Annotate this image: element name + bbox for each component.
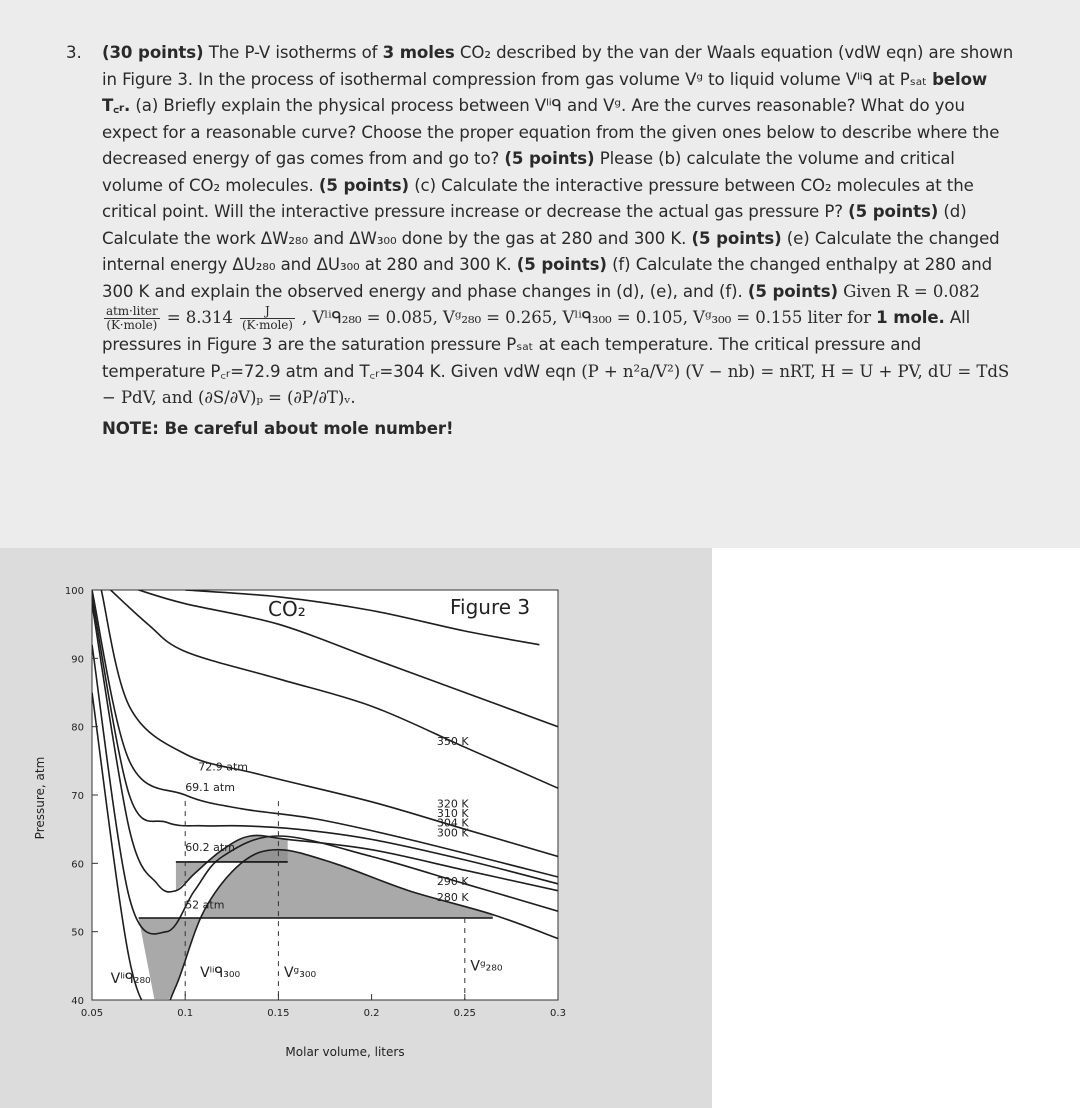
one-mole: 1 mole. — [876, 308, 945, 327]
y-tick-label: 60 — [71, 859, 84, 871]
given-r: Given R = 0.082 — [843, 281, 980, 301]
part-e: (e) Calculate the changed internal energy ΔU₂₈₀ and ΔU₃₀₀ at 280 and 300 K. — [102, 228, 1000, 274]
saturation-text: All pressures in Figure 3 are the saturation pressure Pₛₐₜ at each temperature. The critical pressure and temperature P꜀ᵣ=72.9 atm and T꜀ᵣ=304 K. Given vdW eqn — [102, 308, 971, 381]
points-c: (5 points) — [848, 202, 939, 221]
points-b: (5 points) — [318, 175, 409, 195]
note: NOTE: Be careful about mole number! — [102, 418, 454, 438]
points-f: (5 points) — [747, 281, 838, 301]
label-v-g-300: Vᵍ₃₀₀ — [283, 964, 317, 981]
intro: The P-V isotherms of — [208, 43, 378, 62]
r-joules: = 8.314 — [166, 308, 233, 327]
label-72-9-atm: 72.9 atm — [198, 760, 249, 774]
problem-section — [0, 0, 1080, 548]
label-304-k: 304 K — [436, 816, 469, 830]
figure-title: Figure 3 — [450, 595, 531, 619]
question-number: 3. — [66, 43, 82, 62]
points-d: (5 points) — [691, 228, 782, 248]
x-tick-label: 0.15 — [267, 1008, 290, 1019]
part-d: (d) Calculate the work ΔW₂₈₀ and ΔW₃₀₀ done by the gas at 280 and 300 K. — [102, 202, 967, 248]
part-b: Please (b) calculate the volume and critical volume of CO₂ molecules. — [102, 149, 955, 195]
figure-panel — [0, 548, 712, 1108]
problem-text — [102, 40, 1020, 442]
label-300-k: 300 K — [436, 826, 469, 840]
x-tick-label: 0.25 — [453, 1008, 476, 1019]
moles: 3 moles — [382, 43, 455, 62]
figure-subtitle: CO₂ — [268, 597, 306, 621]
intro2: CO₂ described by the van der Waals equation (vdW eqn) are shown in Figure 3. In the process of isothermal compression from gas volume Vᵍ to liquid volume Vˡⁱᑫ at Pₛₐₜ — [102, 43, 1014, 89]
y-tick-label: 90 — [71, 654, 84, 666]
x-axis-label: Molar volume, liters — [285, 1045, 405, 1059]
pv-chart — [0, 548, 712, 1108]
label-350-k: 350 K — [436, 735, 469, 749]
x-tick-label: 0.3 — [550, 1008, 566, 1019]
label-280-k: 280 K — [436, 890, 469, 904]
part-a: (a) Briefly explain the physical process between Vˡⁱᑫ and Vᵍ. Are the curves reasonable? What do you expect for a reasonable curve? Choose the proper equation from the given ones below to describe where the decreased energy of gas comes from and go to? — [102, 96, 1000, 168]
x-tick-label: 0.2 — [363, 1008, 380, 1019]
y-axis-label: Pressure, atm — [33, 756, 47, 840]
label-v-liq-300: Vˡⁱᑫ₃₀₀ — [200, 964, 241, 981]
label-v-g-280: Vᵍ₂₈₀ — [470, 958, 503, 975]
unit-joule: $\frac{J}{\text{(K·mole)}}$ — [241, 304, 293, 332]
y-tick-label: 40 — [71, 996, 84, 1007]
label-v-liq-280: Vˡⁱᑫ₂₈₀ — [110, 970, 151, 987]
unit-atm-liter: $\frac{\text{atm·liter}}{\text{(K·mole)}}$ — [106, 304, 158, 332]
x-tick-label: 0.1 — [177, 1008, 194, 1019]
part-f: (f) Calculate the changed enthalpy at 280 and 300 K and explain the observed energy and phase changes in (d), (e), and (f). — [102, 255, 993, 301]
label-320-k: 320 K — [436, 797, 469, 811]
points-a: (5 points) — [504, 149, 595, 168]
points-e: (5 points) — [516, 255, 607, 274]
label-69-1-atm: 69.1 atm — [185, 780, 235, 794]
y-tick-label: 70 — [71, 791, 84, 802]
label-60-2-atm: 60.2 atm — [185, 841, 235, 855]
given-volumes: , Vˡⁱᑫ₂₈₀ = 0.085, Vᵍ₂₈₀ = 0.265, Vˡⁱᑫ₃₀₀ = 0.105, Vᵍ₃₀₀ = 0.155 liter for — [302, 308, 871, 327]
label-52-atm: 52 atm — [185, 898, 225, 912]
vdw-equation: (P + n²a/V²) (V − nb) = nRT, H = U + PV, dU = TdS − PdV, and (∂S/∂V)ₚ = (∂P/∂T)ᵥ. — [102, 361, 1010, 407]
label-310-k: 310 K — [436, 806, 469, 820]
points-header: (30 points) — [102, 43, 204, 62]
y-tick-label: 80 — [71, 722, 84, 734]
y-tick-label: 100 — [64, 586, 84, 597]
y-tick-label: 50 — [71, 927, 84, 939]
part-c: (c) Calculate the interactive pressure between CO₂ molecules at the critical point. Will the interactive pressure increase or decrease the actual gas pressure P? — [102, 175, 974, 221]
label-290-k: 290 K — [436, 875, 469, 889]
x-tick-label: 0.05 — [80, 1008, 104, 1019]
below-tcr: below T꜀ᵣ. — [102, 69, 988, 115]
